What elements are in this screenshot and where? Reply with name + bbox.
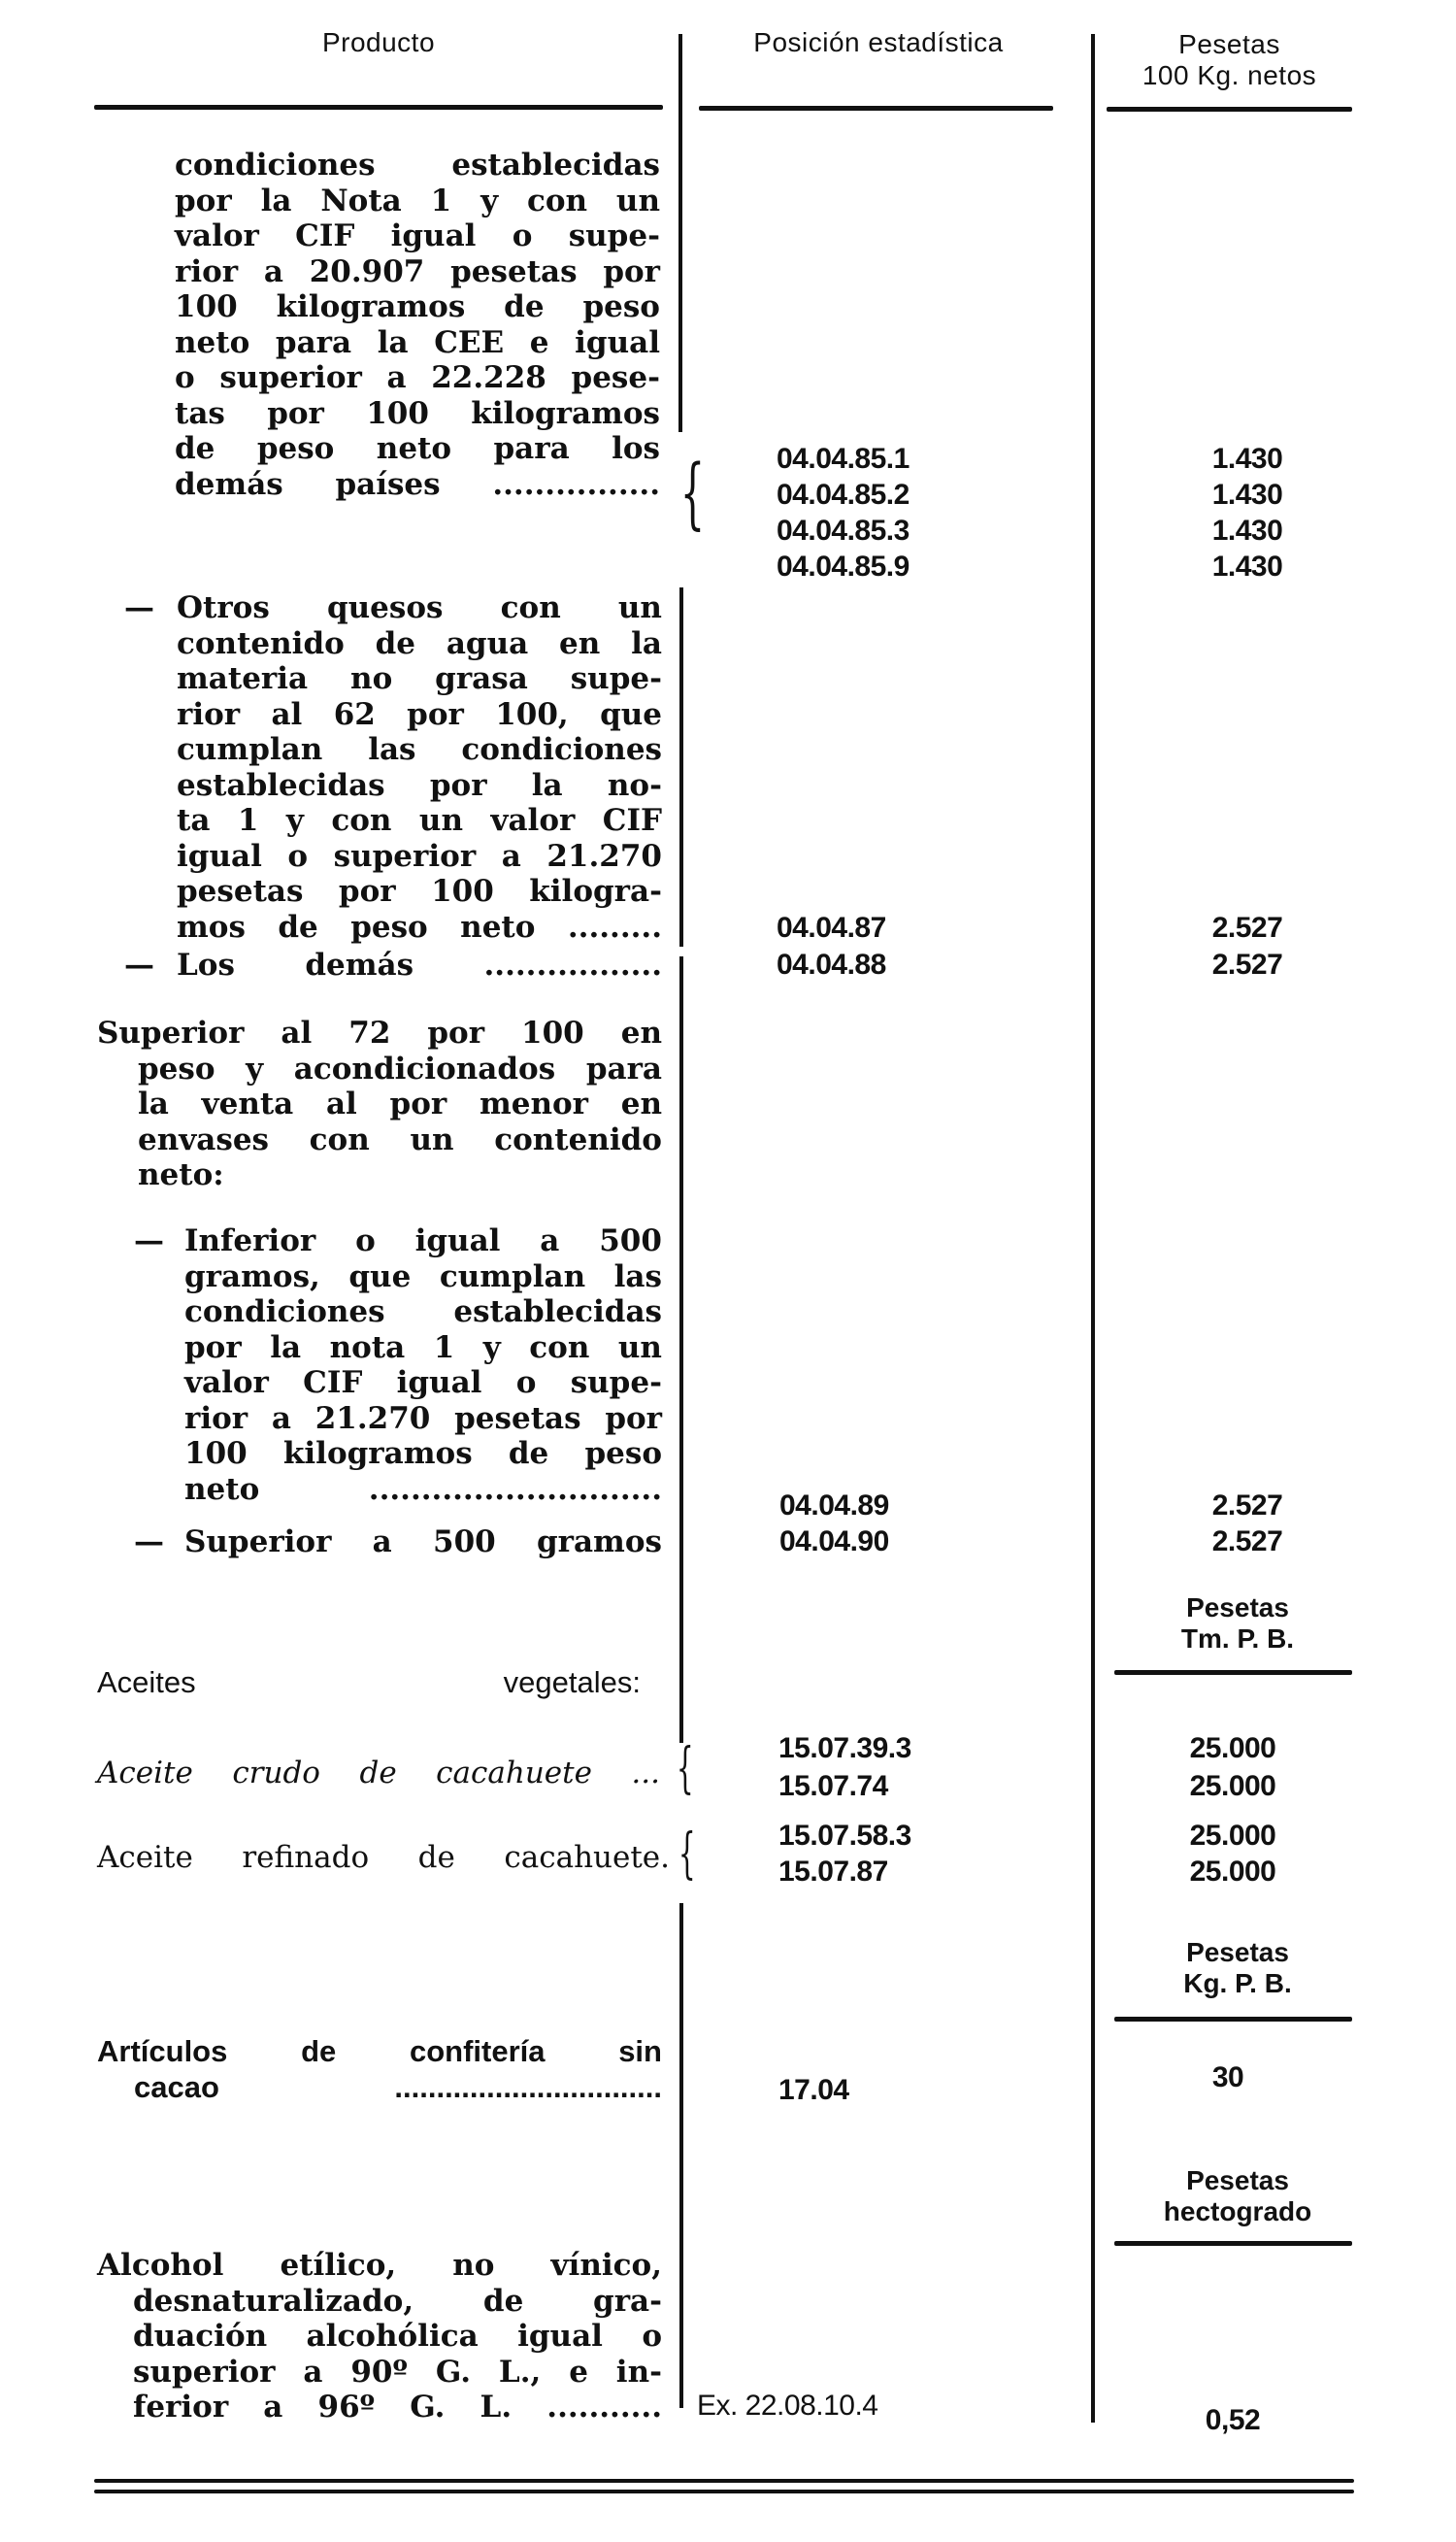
desc-line: Superior al 72 por 100 en	[97, 1016, 662, 1051]
code-04-04-87: 04.04.87	[777, 912, 886, 944]
desc-line: contenido de agua en la	[177, 625, 662, 661]
unit-line: Kg. P. B.	[1183, 1968, 1292, 1998]
desc-line: pesetas por 100 kilogra-	[177, 874, 662, 909]
desc-line: mos de peso neto .........	[177, 909, 662, 945]
desc-line: ta 1 y con un valor CIF	[177, 803, 662, 838]
value-2527: 2.527	[1211, 912, 1283, 944]
desc-line: establecidas por la no-	[177, 767, 662, 803]
oils-heading	[97, 1665, 641, 1701]
desc-line: cumplan las condiciones	[177, 732, 662, 767]
code-04-04-90: 04.04.90	[779, 1525, 889, 1557]
value-1430: 1.430	[1211, 551, 1283, 583]
header-posicion-estadistica: Posición estadística	[753, 27, 1004, 57]
desc-line: Los demás .................	[177, 948, 662, 983]
product-desc-block4	[97, 1016, 662, 1052]
desc-line: por la nota 1 y con un	[184, 1329, 662, 1365]
unit-rule-hectogrado	[1114, 2241, 1352, 2246]
product-desc-confectionery	[97, 2034, 662, 2105]
header-pesetas-line2: 100 Kg. netos	[1142, 60, 1317, 90]
unit-rule-kg	[1114, 2017, 1352, 2022]
desc-line: igual o superior a 21.270	[177, 838, 662, 874]
desc-line: Superior a 500 gramos	[184, 1524, 662, 1559]
divider-left-2	[679, 587, 683, 947]
desc-line: la venta al por menor en	[138, 1087, 662, 1121]
unit-header-kg	[1116, 1937, 1359, 1999]
header-rule-posicion	[699, 106, 1053, 111]
unit-line: Tm. P. B.	[1180, 1623, 1295, 1654]
desc-line: Alcohol etílico, no vínico,	[97, 2248, 662, 2283]
code-04-04-85-2: 04.04.85.2	[777, 479, 910, 511]
header-pesetas-line1: Pesetas	[1178, 29, 1280, 59]
divider-left-5	[679, 1903, 683, 2408]
value-2527: 2.527	[1211, 949, 1283, 981]
desc-line: Aceite crudo de cacahuete ...	[97, 1756, 660, 1790]
desc-line: neto:	[138, 1157, 224, 1192]
desc-line: peso y acondicionados para	[138, 1051, 662, 1087]
oil-refined-label	[97, 1840, 670, 1876]
desc-line: Aceite refinado de cacahuete.	[97, 1840, 670, 1875]
header-rule-producto	[94, 105, 663, 110]
divider-mid	[1091, 34, 1095, 2423]
desc-line: tas por 100 kilogramos	[175, 395, 660, 431]
desc-line: ferior a 96º G. L. ...........	[133, 2390, 662, 2425]
code-17-04: 17.04	[778, 2074, 849, 2106]
desc-line: condiciones establecidas	[175, 148, 660, 183]
unit-line: Pesetas	[1186, 1937, 1289, 1967]
desc-line: neto para la CEE e igual	[175, 324, 660, 360]
product-desc-block4-cont	[138, 1052, 662, 1193]
oil-crude-label	[97, 1756, 660, 1791]
desc-line: Inferior o igual a 500	[184, 1223, 662, 1258]
code-04-04-89: 04.04.89	[779, 1489, 889, 1522]
dash-bullet: —	[134, 1223, 164, 1258]
desc-line: rior a 21.270 pesetas por	[184, 1400, 662, 1436]
desc-line: rior a 20.907 pesetas por	[175, 253, 660, 289]
dash-bullet: —	[124, 948, 154, 983]
desc-line: duación alcohólica igual o	[133, 2319, 662, 2354]
value-25000: 25.000	[1189, 1770, 1276, 1802]
code-15-07-87: 15.07.87	[778, 1856, 888, 1888]
unit-line: Pesetas	[1186, 1592, 1289, 1622]
desc-line: 100 kilogramos de peso	[184, 1436, 662, 1471]
desc-line: rior al 62 por 100, que	[177, 696, 662, 732]
header-producto: Producto	[321, 27, 436, 57]
unit-header-tm	[1116, 1592, 1359, 1655]
unit-header-hectogrado	[1116, 2165, 1359, 2227]
footer-rule-bottom	[94, 2490, 1354, 2493]
desc-line: 100 kilogramos de peso	[175, 289, 660, 324]
desc-line: de peso neto para los	[175, 431, 660, 466]
brace-icon: {	[679, 448, 706, 538]
value-1430: 1.430	[1211, 515, 1283, 547]
desc-line: gramos, que cumplan las	[184, 1258, 662, 1294]
code-04-04-85-3: 04.04.85.3	[777, 515, 910, 547]
value-25000: 25.000	[1189, 1820, 1276, 1852]
code-15-07-58-3: 15.07.58.3	[778, 1820, 911, 1852]
product-desc-block5	[184, 1223, 662, 1507]
desc-line: Aceites vegetales:	[97, 1665, 641, 1699]
product-desc-block3	[177, 948, 662, 984]
desc-line: valor CIF igual o supe-	[175, 218, 660, 253]
divider-left-4	[679, 1636, 683, 1743]
desc-line: envases con un contenido	[138, 1121, 662, 1157]
desc-line: materia no grasa supe-	[177, 661, 662, 696]
divider-left-3	[679, 956, 683, 1636]
value-1430: 1.430	[1211, 479, 1283, 511]
desc-line: cacao ................................	[134, 2069, 662, 2104]
brace-icon: {	[678, 1823, 696, 1886]
desc-line: Artículos de confitería sin	[97, 2034, 662, 2068]
header-rule-pesetas	[1107, 107, 1352, 112]
footer-rule-top	[94, 2479, 1354, 2483]
code-15-07-74: 15.07.74	[778, 1770, 888, 1802]
product-desc-block2	[177, 590, 662, 945]
code-15-07-39-3: 15.07.39.3	[778, 1732, 911, 1764]
desc-line: neto ............................	[184, 1471, 662, 1507]
divider-left-1	[678, 34, 682, 432]
unit-rule-tm	[1114, 1670, 1352, 1675]
desc-line: por la Nota 1 y con un	[175, 183, 660, 218]
desc-line: Otros quesos con un	[177, 590, 662, 625]
value-25000: 25.000	[1189, 1732, 1276, 1764]
desc-line: o superior a 22.228 pese-	[175, 360, 660, 395]
value-2527: 2.527	[1211, 1525, 1283, 1557]
header-pesetas	[1107, 29, 1352, 91]
dash-bullet: —	[124, 590, 154, 625]
value-25000: 25.000	[1189, 1856, 1276, 1888]
desc-line: superior a 90º G. L., e in-	[133, 2354, 662, 2390]
unit-line: Pesetas	[1186, 2165, 1289, 2195]
desc-line: condiciones establecidas	[184, 1294, 662, 1329]
product-desc-block1	[175, 148, 660, 502]
brace-icon: {	[676, 1737, 694, 1800]
product-desc-alcohol	[97, 2248, 662, 2284]
code-04-04-88: 04.04.88	[777, 949, 886, 981]
code-04-04-85-9: 04.04.85.9	[777, 551, 910, 583]
code-04-04-85-1: 04.04.85.1	[777, 443, 910, 475]
code-ex-22-08-10-4: Ex. 22.08.10.4	[697, 2390, 878, 2422]
product-desc-block6	[184, 1524, 662, 1560]
value-0-52: 0,52	[1205, 2404, 1261, 2436]
desc-line: demás países ................	[175, 466, 660, 502]
desc-line: desnaturalizado, de gra-	[133, 2283, 662, 2319]
unit-line: hectogrado	[1163, 2196, 1312, 2226]
product-desc-alcohol-cont	[133, 2284, 662, 2425]
value-2527: 2.527	[1211, 1489, 1283, 1522]
desc-line: valor CIF igual o supe-	[184, 1365, 662, 1400]
value-30: 30	[1211, 2061, 1244, 2093]
value-1430: 1.430	[1211, 443, 1283, 475]
dash-bullet: —	[134, 1524, 164, 1559]
